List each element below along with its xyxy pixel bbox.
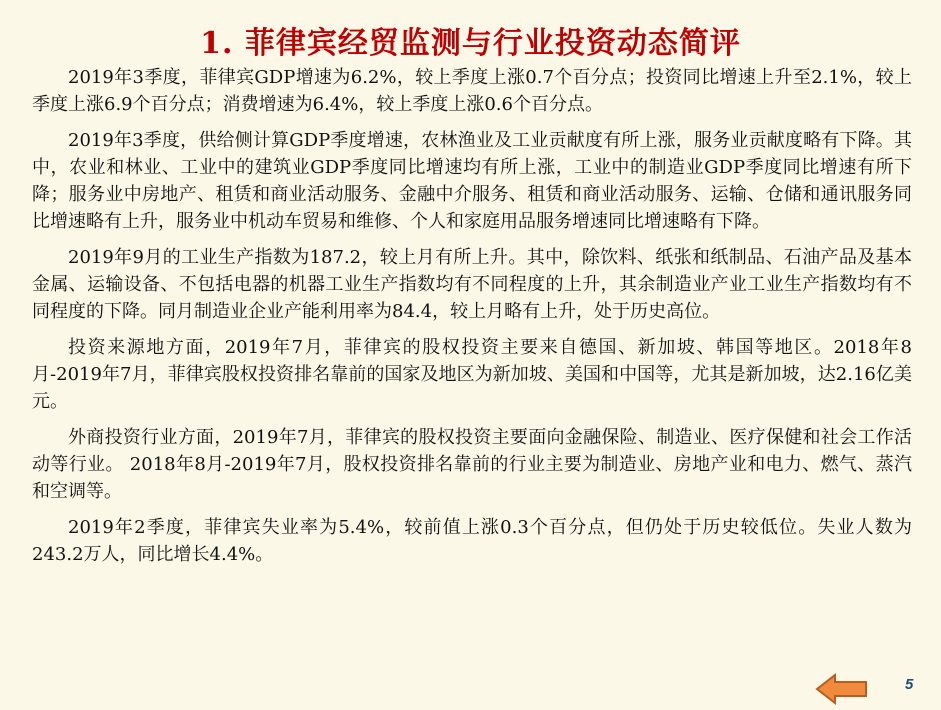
paragraph-unemployment: 2019年2季度，菲律宾失业率为5.4%，较前值上涨0.3个百分点，但仍处于历史较低位。失业人数为243.2万人，同比增长4.4%。 <box>32 517 912 565</box>
slide-title: 1. 菲律宾经贸监测与行业投资动态简评 <box>200 26 741 61</box>
paragraph-foreign-investment-industry: 外商投资行业方面，2019年7月，菲律宾的股权投资主要面向金融保险、制造业、医疗保健和社会工作活动等行业。 2018年8月-2019年7月，股权投资排名靠前的行业主要为制造业、房地产业和电力、燃气、蒸汽和空调等。 <box>32 427 912 502</box>
left-arrow-icon <box>815 672 869 706</box>
paragraph-supply-side: 2019年3季度，供给侧计算GDP季度增速，农林渔业及工业贡献度有所上涨，服务业贡献度略有下降。其中，农业和林业、工业中的建筑业GDP季度同比增速均有所上涨，工业中的制造业GDP季度同比增速有所下降；服务业中房地产、租赁和商业活动服务、金融中介服务、租赁和商业活动服务、运输、仓储和通讯服务同比增速略有上升，服务业中机动车贸易和维修、个人和家庭用品服务增速同比增速略有下降。 <box>32 130 912 232</box>
paragraph-industrial-production: 2019年9月的工业生产指数为187.2，较上月有所上升。其中，除饮料、纸张和纸制品、石油产品及基本金属、运输设备、不包括电器的机器工业生产指数均有不同程度的上升，其余制造业产业工业生产指数均有不同程度的下降。同月制造业企业产能利用率为84.4，较上月略有上升，处于历史高位。 <box>32 247 912 322</box>
back-button[interactable] <box>815 672 869 706</box>
paragraph-gdp-overview: 2019年3季度，菲律宾GDP增速为6.2%，较上季度上涨0.7个百分点；投资同比增速上升至2.1%，较上季度上涨6.9个百分点；消费增速为6.4%，较上季度上涨0.6个百分点。 <box>32 67 912 115</box>
page-number: 5 <box>905 676 914 693</box>
slide-body <box>32 64 912 577</box>
paragraph-investment-source: 投资来源地方面，2019年7月，菲律宾的股权投资主要来自德国、新加坡、韩国等地区。2018年8月-2019年7月，菲律宾股权投资排名靠前的国家及地区为新加坡、美国和中国等，尤其是新加坡，达2.16亿美元。 <box>32 337 912 412</box>
